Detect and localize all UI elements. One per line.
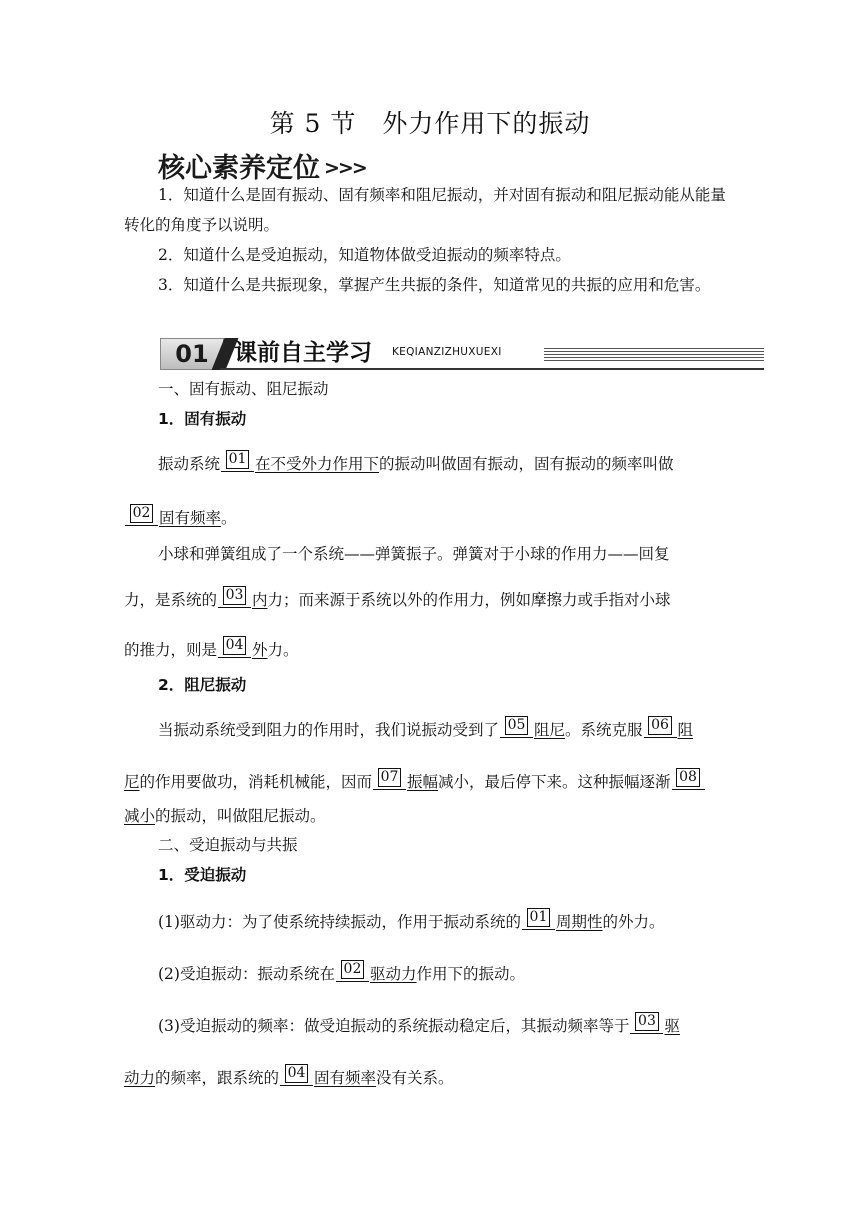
text-line-4: 力，是系统的 03 内力；而来源于系统以外的作用力，例如摩擦力或手指对小球 (124, 588, 671, 614)
blank-04: 04 (218, 632, 251, 658)
text-line-5: 的推力，则是 04 外力。 (124, 638, 299, 664)
objective-1: 1．知道什么是固有振动、固有频率和阻尼振动，并对固有振动和阻尼振动能从能量转化的角度予以说明。 (124, 186, 726, 234)
blank-c01: 01 (522, 904, 555, 930)
text-line-3: 小球和弹簧组成了一个系统——弹簧振子。弹簧对于小球的作用力——回复 (158, 545, 670, 563)
blank-c02: 02 (336, 956, 369, 982)
part2-heading: 二、受迫振动与共振 (158, 836, 298, 854)
objective-2: 2．知道什么是受迫振动，知道物体做受迫振动的频率特点。 (158, 246, 571, 264)
triple-arrow-icon: >>> (324, 157, 366, 179)
answer-c03-part2: 动力 (124, 1069, 156, 1087)
answer-02: 固有频率 (159, 509, 222, 527)
section-pinyin: KEQIANZIZHUXUEXI (392, 346, 502, 358)
blank-08: 08 (672, 764, 705, 790)
text-line-2: 02 固有频率。 (124, 506, 237, 532)
text-line-1: 振动系统 01 在不受外力作用下的振动叫做固有振动，固有振动的频率叫做 (158, 452, 674, 478)
objective-3: 3．知道什么是共振现象，掌握产生共振的条件，知道常见的共振的应用和危害。 (158, 276, 711, 294)
blank-06: 06 (644, 712, 677, 738)
text-line-7: 尼的作用要做功，消耗机械能，因而 07 振幅减小，最后停下来。这种振幅逐渐 08 (124, 770, 706, 796)
text-line-12: 动力的频率，跟系统的 04 固有频率没有关系。 (124, 1066, 454, 1092)
answer-06-part2: 尼 (124, 773, 140, 791)
section-name: 课前自主学习 (234, 340, 372, 366)
blank-02: 02 (125, 500, 158, 526)
section-banner (160, 336, 764, 370)
answer-06-part1: 阻 (677, 721, 694, 739)
part2-sub1: 1．受迫振动 (158, 866, 247, 884)
part1-sub2: 2．阻尼振动 (158, 676, 247, 694)
part1-heading: 一、固有振动、阻尼振动 (158, 380, 329, 398)
core-title: 核心素养定位 (158, 153, 320, 184)
blank-03: 03 (218, 582, 251, 608)
answer-03: 内 (252, 591, 268, 609)
answer-08: 减小 (124, 807, 156, 825)
answer-01: 在不受外力作用下 (255, 455, 380, 473)
blank-c04: 04 (280, 1060, 313, 1086)
blank-01: 01 (221, 446, 254, 472)
blank-05: 05 (500, 712, 533, 738)
answer-05: 阻尼 (534, 721, 566, 739)
answer-07: 振幅 (407, 773, 439, 791)
text-line-8: 减小的振动，叫做阻尼振动。 (124, 807, 326, 825)
part1-sub1: 1．固有振动 (158, 410, 247, 428)
text-line-9: (1)驱动力：为了使系统持续振动，作用于振动系统的 01 周期性的外力。 (158, 910, 665, 936)
answer-c01: 周期性 (555, 913, 603, 931)
page-title: 第 5 节 外力作用下的振动 (269, 109, 591, 138)
banner-baseline (220, 368, 764, 370)
blank-c03: 03 (630, 1008, 663, 1034)
banner-lines-decoration (544, 348, 764, 362)
section-number: 01 (160, 338, 224, 370)
text-line-10: (2)受迫振动：振动系统在 02 驱动力作用下的振动。 (158, 962, 525, 988)
answer-c03-part1: 驱 (664, 1017, 680, 1035)
answer-04: 外 (252, 641, 268, 659)
text-line-6: 当振动系统受到阻力的作用时，我们说振动受到了 05 阻尼。系统克服 06 阻 (158, 718, 693, 744)
blank-07: 07 (373, 764, 406, 790)
answer-c04: 固有频率 (314, 1069, 377, 1087)
text-line-11: (3)受迫振动的频率：做受迫振动的系统振动稳定后，其振动频率等于 03 驱 (158, 1014, 680, 1040)
answer-c02: 驱动力 (369, 965, 417, 983)
